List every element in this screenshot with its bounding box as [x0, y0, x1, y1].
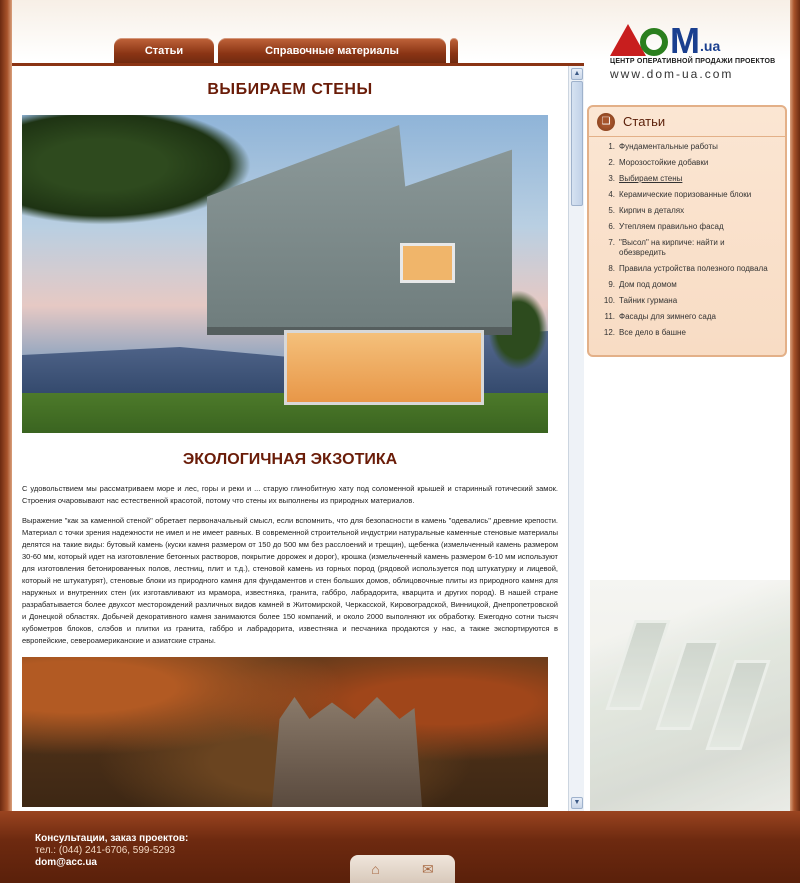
article-number: 1.: [608, 142, 615, 151]
tab-articles[interactable]: Статьи: [114, 38, 214, 64]
paragraph-stone: Выражение "как за каменной стеной" обретает первоначальный смысл, если вспомнить, что для безопасности в камень "одевались" древние крепости. Материал с точки зрения надежности не имел и не имеет равных. В современной строительной индустрии натуральные каменные стеновые материалы делятся на такие виды: бутовый камень (куски камня размером от 150 до 500 мм без расслоений и трещин), щебенка (измельченный камень размером 30-60 мм, который идет на изготовление бетонных растворов, покрытие дорожек и дорог), крошка (измельченный камень размером 6-10 мм используют для изготовления бетонированных полов, лестниц, плит и т.д.), стеновой камень из горных пород (рядовой используется под штукатурку и лицевой, который не штукатурят), стеновые блоки из природного камня для фундаментов и стен больших домов, облицовочные плиты из природного камня для наружных и внутренних стен (их изготавливают из мрамора, известняка, гранита, габбро, лабрадорита, кварцита и других пород). В нашей стране разрабатывается более двухсот месторождений различных видов камней в Житомирской, Черкасской, Кировоградской, Винницкой, Днепропетровской и Донецкой областях. Добычей декоративного камня занимаются более 150 компаний, и около 2000 выполняют их обработку. Ежегодно сотни тысяч кубометров блоков, слэбов и плитки из гранита, габбро и лабрадорита, известняка и песчаника продаются у нас, а также экспортируются в европейские, североамериканские и азиатские страны.: [22, 516, 558, 645]
frame-right-border: [790, 0, 800, 883]
scroll-up-icon[interactable]: ▲: [571, 68, 583, 80]
articles-sidebar: [587, 105, 787, 357]
deco-window: [605, 620, 670, 710]
article-label[interactable]: Утепляем правильно фасад: [619, 222, 724, 231]
article-number: 4.: [608, 190, 615, 199]
book-icon: ❑: [597, 113, 615, 131]
article-link[interactable]: [601, 222, 785, 232]
article-label[interactable]: Морозостойкие добавки: [619, 158, 709, 167]
house-window: [400, 243, 455, 283]
article-label[interactable]: Кирпич в деталях: [619, 206, 685, 215]
article-label[interactable]: Правила устройства полезного подвала: [619, 264, 768, 273]
article-title: ВЫБИРАЕМ СТЕНЫ: [207, 81, 373, 98]
scroll-down-icon[interactable]: ▼: [571, 797, 583, 809]
article-link[interactable]: [601, 190, 785, 200]
footer-phone: тел.: (044) 241-6706, 599-5293: [35, 845, 176, 856]
article-link[interactable]: [601, 280, 785, 290]
article-number: 2.: [608, 158, 615, 167]
article-label[interactable]: Все дело в башне: [619, 328, 686, 337]
articles-list: [589, 137, 785, 338]
article-link[interactable]: [601, 158, 785, 168]
paragraph-intro: С удовольствием мы рассматриваем море и лес, горы и реки и ... старую глинобитную хату под соломенной крышей и старинный готический замок. Строения очаровывают нас естественной красотой, потому что стены их выполнены из природных материалов.: [22, 484, 558, 505]
article-label[interactable]: Фасады для зимнего сада: [619, 312, 716, 321]
article-number: 8.: [608, 264, 615, 273]
footer-title: Консультации, заказ проектов:: [35, 833, 189, 844]
footer-email-link[interactable]: dom@acc.ua: [35, 857, 97, 868]
castle-photo: [22, 657, 548, 807]
home-icon[interactable]: ⌂: [371, 861, 380, 877]
article-label[interactable]: Выбираем стены: [619, 174, 683, 183]
article-number: 3.: [608, 174, 615, 183]
house-photo: [22, 115, 548, 433]
logo-mark: [610, 20, 785, 61]
article-number: 5.: [608, 206, 615, 215]
logo-suffix: .ua: [700, 38, 721, 54]
footer-contacts: [35, 833, 188, 868]
section-title: ЭКОЛОГИЧНАЯ ЭКЗОТИКА: [182, 451, 398, 468]
content-panel: [12, 63, 584, 811]
article-label[interactable]: Керамические поризованные блоки: [619, 190, 752, 199]
mail-icon[interactable]: ✉: [422, 861, 434, 877]
scroll-thumb[interactable]: [571, 81, 583, 206]
article-number: 9.: [608, 280, 615, 289]
article-link[interactable]: [601, 142, 785, 152]
article-number: 7.: [608, 238, 615, 247]
article-link[interactable]: [601, 206, 785, 216]
logo-circle-icon: [640, 28, 668, 56]
article-label[interactable]: Тайник гурмана: [619, 296, 678, 305]
logo-tagline: ЦЕНТР ОПЕРАТИВНОЙ ПРОДАЖИ ПРОЕКТОВ: [610, 58, 776, 65]
article-number: 10.: [603, 296, 615, 305]
article-link[interactable]: [601, 296, 785, 306]
articles-title: Статьи: [623, 114, 666, 129]
deco-window: [705, 660, 770, 750]
article-link[interactable]: [601, 312, 785, 322]
article-number: 11.: [604, 312, 615, 321]
article-label[interactable]: Фундаментальные работы: [619, 142, 718, 151]
logo-letter-m: М: [670, 20, 698, 61]
articles-header: [589, 107, 785, 137]
main-tabs: [114, 38, 462, 64]
house-glazed-floor: [284, 330, 484, 405]
article-link[interactable]: [601, 238, 785, 258]
article-content: [12, 66, 568, 811]
tab-reference-materials[interactable]: Справочные материалы: [218, 38, 446, 64]
deco-window: [655, 640, 720, 730]
article-label[interactable]: Дом под домом: [619, 280, 677, 289]
site-logo[interactable]: [610, 20, 785, 95]
article-number: 6.: [608, 222, 615, 231]
footer-icon-tray: [350, 855, 455, 883]
article-link-active[interactable]: [601, 174, 785, 184]
decorative-interior-image: [590, 580, 790, 830]
article-link[interactable]: [601, 264, 785, 274]
content-scrollbar[interactable]: [568, 66, 584, 811]
article-number: 12.: [603, 328, 615, 337]
frame-left-border: [0, 0, 12, 883]
article-label[interactable]: "Высол" на кирпиче: найти и обезвредить: [619, 238, 725, 257]
article-link[interactable]: [601, 328, 785, 338]
logo-url[interactable]: www.dom-ua.com: [610, 67, 734, 81]
tab-edge: [450, 38, 458, 64]
